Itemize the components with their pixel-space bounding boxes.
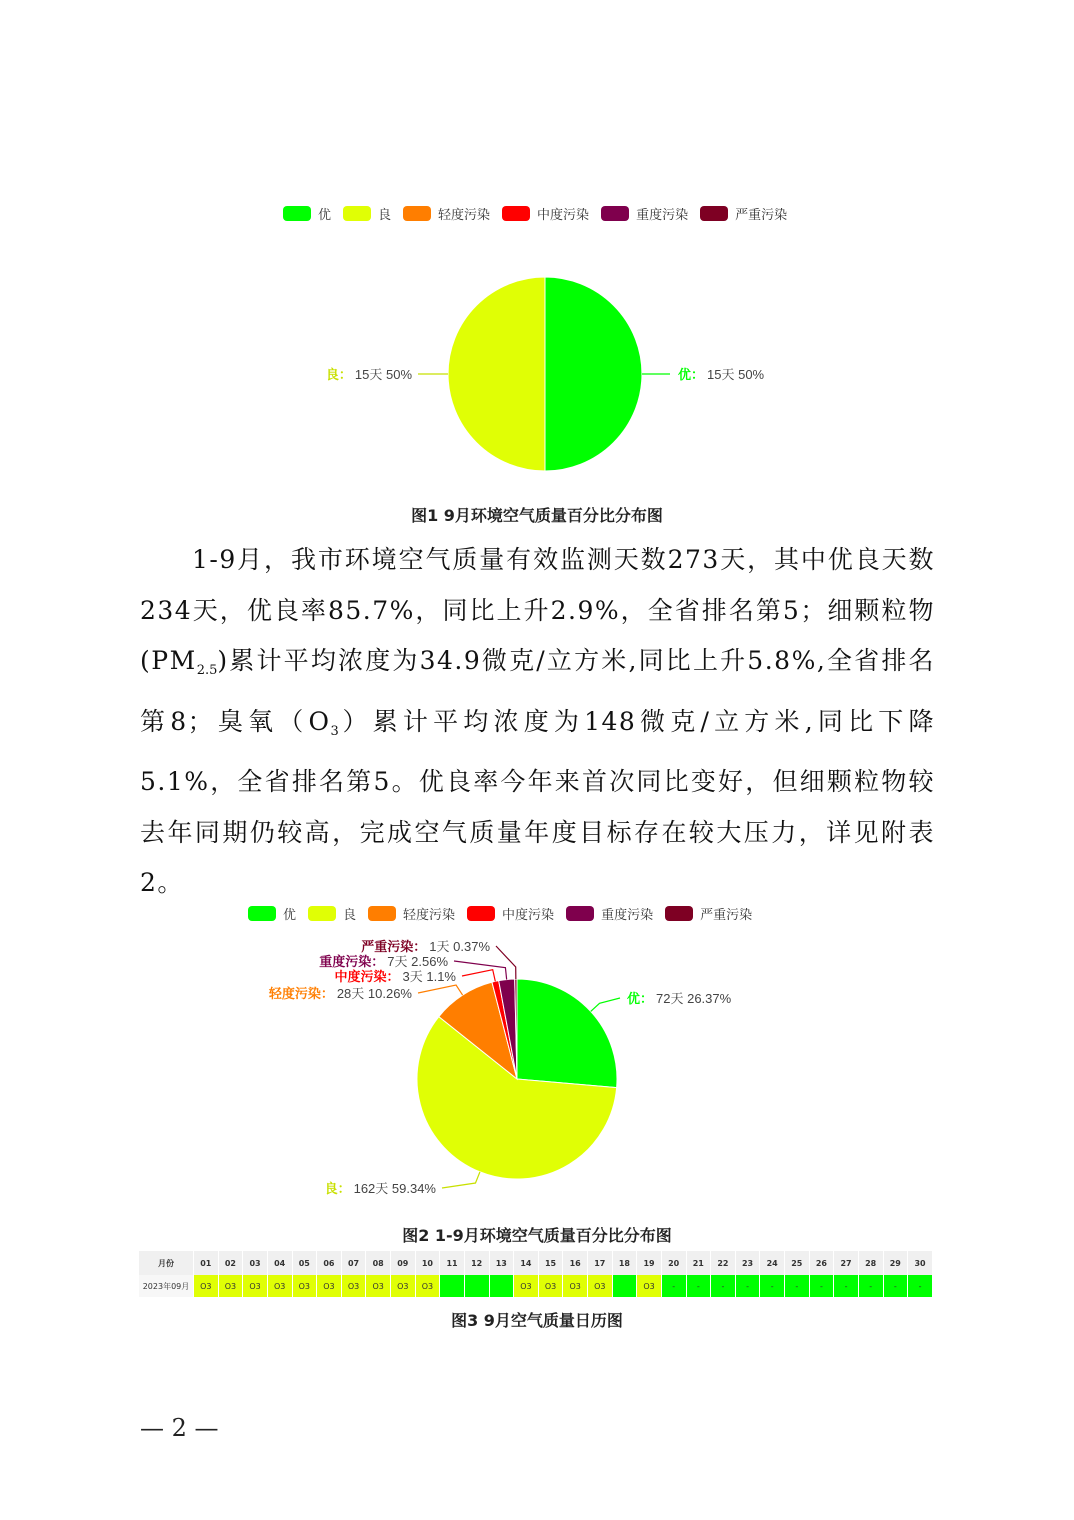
pie-label-name: 良： [324,1181,351,1196]
calendar-day-cell[interactable]: - [858,1275,883,1297]
calendar-day-cell[interactable]: O3 [317,1275,342,1297]
calendar-header-row [139,1251,933,1275]
legend-item[interactable] [403,204,490,223]
calendar-day-cell[interactable]: - [785,1275,810,1297]
pie-chart-1 [0,250,1074,490]
calendar-day-cell[interactable]: - [661,1275,686,1297]
calendar-day-header: 28 [858,1251,883,1275]
label-leader-line [591,998,620,1011]
calendar-day-header: 17 [588,1251,613,1275]
pie-label [627,991,732,1006]
calendar-day-header: 20 [661,1251,686,1275]
legend-item[interactable] [343,204,391,223]
label-leader-line [442,1172,480,1188]
legend-item[interactable] [308,904,356,923]
paragraph-part-1: 1-9月，我市环境空气质量有效监测天数273天，其中优良天数234天，优良率85.7%，同比上升2.9%，全省排名第5；细颗粒物(PM [140,545,935,675]
pm-subscript: 2.5 [196,663,218,678]
legend-swatch [665,906,693,921]
calendar-day-cell[interactable]: - [809,1275,834,1297]
legend-label: 轻度污染 [438,208,491,223]
legend-swatch [566,906,594,921]
legend-swatch [467,906,495,921]
legend-item[interactable] [566,904,653,923]
figure-1-caption: 图1 9月环境空气质量百分比分布图 [411,506,663,525]
calendar-day-header: 27 [834,1251,859,1275]
calendar-day-header: 15 [538,1251,563,1275]
calendar-day-header: 02 [218,1251,243,1275]
calendar-header-cell: 月份 [139,1251,194,1275]
legend-swatch [248,906,276,921]
pie-label-name: 良： [325,367,352,382]
calendar-day-header: 14 [514,1251,539,1275]
legend-item[interactable] [601,204,688,223]
calendar-day-cell[interactable]: O3 [292,1275,317,1297]
calendar-day-header: 05 [292,1251,317,1275]
calendar-day-header: 10 [415,1251,440,1275]
calendar-day-cell[interactable]: O3 [588,1275,613,1297]
calendar-day-cell[interactable]: - [686,1275,711,1297]
legend-label: 中度污染 [502,908,555,923]
legend-label: 优 [318,208,332,223]
calendar-data-row [139,1275,933,1297]
calendar-day-header: 24 [760,1251,785,1275]
legend-item[interactable] [467,904,554,923]
o3-subscript: 3 [330,723,339,739]
legend-swatch [343,206,371,221]
pie-slice[interactable] [517,979,617,1088]
calendar-day-cell[interactable]: O3 [341,1275,366,1297]
pie-label-value: 72天 26.37% [656,991,732,1006]
calendar-day-cell[interactable] [440,1275,465,1297]
calendar-day-header: 29 [883,1251,908,1275]
legend-chart2 [248,904,764,923]
calendar-day-cell[interactable]: O3 [538,1275,563,1297]
body-paragraph [140,535,935,909]
calendar-day-header: 30 [908,1251,933,1275]
pie-label-name: 中度污染： [334,969,400,984]
air-quality-calendar [139,1251,933,1297]
legend-swatch [700,206,728,221]
calendar-day-header: 25 [785,1251,810,1275]
calendar-day-cell[interactable] [612,1275,637,1297]
paragraph-part-2: )累计平均浓度为34.9微克/立方米,同比上升5.8%,全省排名第8；臭氧（O [140,646,935,736]
pie-slice[interactable] [448,277,545,471]
calendar-day-header: 06 [317,1251,342,1275]
calendar-day-cell[interactable]: O3 [514,1275,539,1297]
pie-label-value: 15天 50% [707,367,765,382]
legend-label: 轻度污染 [403,908,456,923]
pie-label-value: 7天 2.56% [387,954,448,969]
calendar-day-cell[interactable]: O3 [267,1275,292,1297]
calendar-day-cell[interactable]: - [735,1275,760,1297]
legend-item[interactable] [665,904,752,923]
calendar-day-cell[interactable]: - [834,1275,859,1297]
legend-item[interactable] [248,904,296,923]
calendar-day-cell[interactable]: - [711,1275,736,1297]
pie-label-name: 重度污染： [319,954,385,969]
pie-label-name: 优： [678,367,705,382]
calendar-day-header: 16 [563,1251,588,1275]
calendar-day-header: 04 [267,1251,292,1275]
pie-label [361,939,490,954]
calendar-day-cell[interactable]: O3 [243,1275,268,1297]
calendar-day-header: 19 [637,1251,662,1275]
pie-label [325,1181,437,1196]
calendar-day-header: 09 [391,1251,416,1275]
legend-item[interactable] [700,204,787,223]
pie-label-value: 15天 50% [354,367,412,382]
paragraph-part-3: ）累计平均浓度为148微克/立方米,同比下降5.1%，全省排名第5。优良率今年来首次同比变好，但细颗粒物较去年同期仍较高，完成空气质量年度目标存在较大压力，详见附表2。 [140,706,935,897]
pie-label-name: 严重污染： [361,939,427,954]
pie-label [319,954,448,969]
legend-label: 优 [283,908,297,923]
calendar-day-cell[interactable]: - [908,1275,933,1297]
calendar-day-header: 23 [735,1251,760,1275]
legend-item[interactable] [502,204,589,223]
pie-slice[interactable] [545,277,642,471]
calendar-day-cell[interactable]: O3 [194,1275,219,1297]
legend-label: 重度污染 [601,908,654,923]
calendar-day-header: 03 [243,1251,268,1275]
legend-label: 中度污染 [537,208,590,223]
legend-swatch [368,906,396,921]
pie-label-name: 轻度污染： [268,986,334,1001]
calendar-day-header: 18 [612,1251,637,1275]
page-number: — 2 — [140,1414,219,1442]
legend-swatch [502,206,530,221]
calendar-day-cell[interactable]: O3 [563,1275,588,1297]
legend-swatch [403,206,431,221]
legend-swatch [308,906,336,921]
calendar-day-cell[interactable]: O3 [415,1275,440,1297]
legend-swatch [283,206,311,221]
calendar-day-header: 12 [464,1251,489,1275]
calendar-day-cell[interactable]: O3 [637,1275,662,1297]
pie-label-value: 3天 1.1% [402,969,456,984]
legend-chart1 [283,204,799,223]
calendar-day-header: 21 [686,1251,711,1275]
legend-label: 重度污染 [636,208,689,223]
legend-item[interactable] [283,204,331,223]
calendar-day-header: 13 [489,1251,514,1275]
legend-label: 严重污染 [735,208,788,223]
calendar-day-header: 11 [440,1251,465,1275]
legend-label: 良 [378,208,392,223]
label-leader-line [454,961,507,980]
pie-label [678,367,765,382]
calendar-day-cell[interactable] [489,1275,514,1297]
pie-label [335,969,457,984]
pie-label [326,367,413,382]
calendar-month-label: 2023年09月 [139,1275,194,1297]
legend-item[interactable] [368,904,455,923]
pie-label [268,986,413,1001]
calendar-day-header: 22 [711,1251,736,1275]
pie-label-value: 1天 0.37% [429,939,490,954]
label-leader-line [418,985,463,995]
calendar-day-header: 26 [809,1251,834,1275]
calendar-day-cell[interactable]: - [883,1275,908,1297]
pie-label-value: 28天 10.26% [336,986,412,1001]
legend-label: 良 [343,908,357,923]
pie-label-name: 优： [627,991,654,1006]
legend-label: 严重污染 [700,908,753,923]
calendar-day-header: 07 [341,1251,366,1275]
calendar-day-cell[interactable]: O3 [391,1275,416,1297]
calendar-day-cell[interactable]: O3 [366,1275,391,1297]
figure-2-caption: 图2 1-9月环境空气质量百分比分布图 [402,1226,672,1245]
figure-3-caption: 图3 9月空气质量日历图 [451,1311,623,1330]
legend-swatch [601,206,629,221]
pie-label-value: 162天 59.34% [353,1181,436,1196]
calendar-day-cell[interactable]: - [760,1275,785,1297]
pie-chart-2 [0,930,1074,1210]
label-leader-line [462,970,495,982]
calendar-day-cell[interactable]: O3 [218,1275,243,1297]
calendar-day-header: 08 [366,1251,391,1275]
calendar-day-cell[interactable] [464,1275,489,1297]
calendar-day-header: 01 [194,1251,219,1275]
